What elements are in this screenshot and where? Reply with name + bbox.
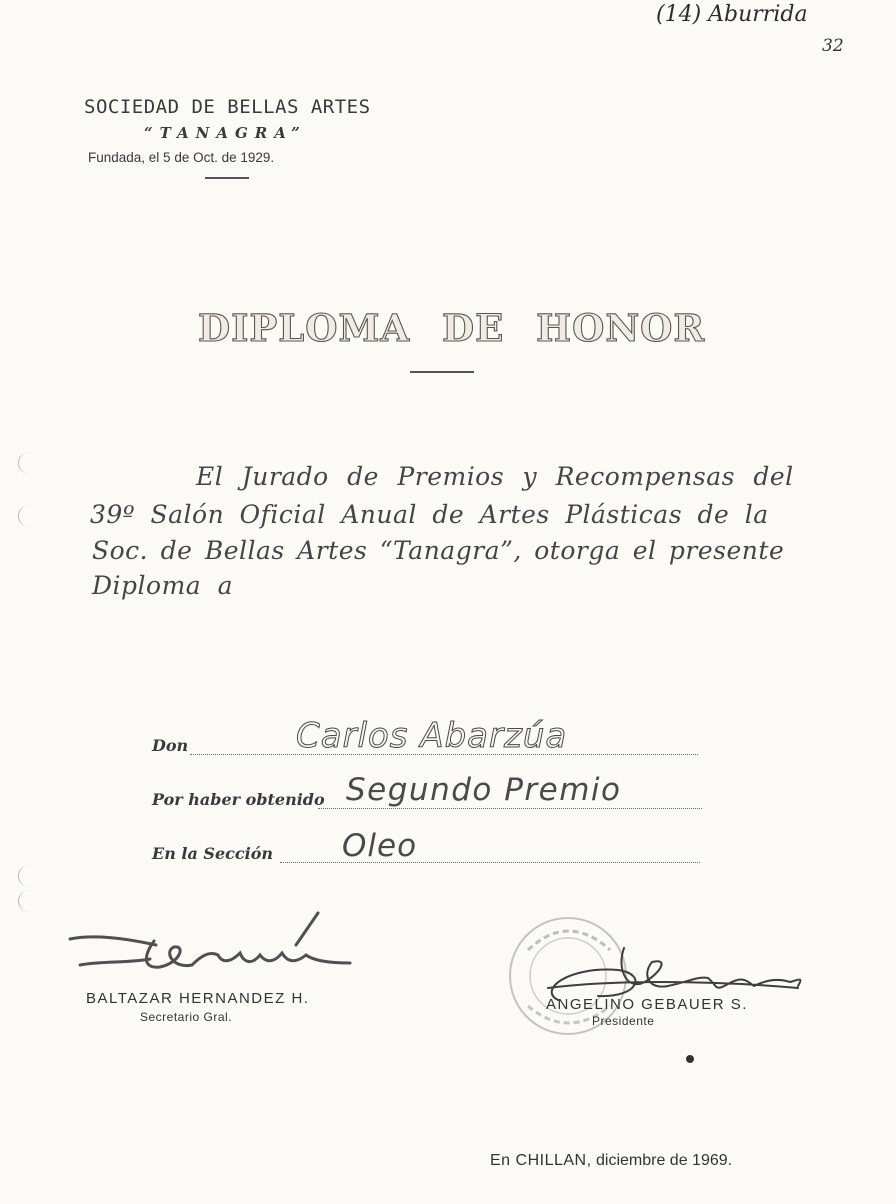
title-divider: [410, 371, 474, 373]
body-line-4: Diploma a: [92, 571, 234, 600]
don-label: Don: [152, 736, 189, 755]
premio-value: Segundo Premio: [346, 772, 622, 808]
left-signatory-role: Secretario Gral.: [140, 1010, 233, 1024]
body-line-1: El Jurado de Premios y Recompensas del: [196, 462, 794, 491]
founded-line: Fundada, el 5 de Oct. de 1929.: [88, 150, 275, 165]
don-value: Carlos Abarzúa: [296, 716, 568, 756]
premio-dotted-line: [318, 808, 702, 809]
date: diciembre de 1969.: [596, 1152, 733, 1169]
premio-label: Por haber obtenido: [152, 790, 325, 809]
society-heading: SOCIEDAD DE BELLAS ARTES: [84, 96, 371, 118]
body-line-3: Soc. de Bellas Artes “Tanagra”, otorga el presente: [92, 536, 785, 565]
diploma-title: DIPLOMA DE HONOR: [198, 306, 706, 350]
ink-dot: [686, 1055, 694, 1063]
left-signatory-name: BALTAZAR HERNANDEZ H.: [86, 990, 310, 1007]
handwritten-annotation: (14) Aburrida: [656, 2, 808, 27]
place: En CHILLAN,: [490, 1152, 592, 1169]
seccion-value: Oleo: [342, 828, 418, 864]
right-signatory-name: ANGELINO GEBAUER S.: [546, 996, 748, 1013]
place-date-line: [490, 1152, 732, 1170]
punch-hole-mark: [18, 890, 41, 912]
punch-hole-mark: [18, 452, 41, 474]
society-name: “TANAGRA”: [144, 124, 307, 142]
punch-hole-mark: [18, 505, 41, 527]
left-signature: [60, 905, 360, 985]
seccion-label: En la Sección: [152, 844, 274, 863]
header-divider: [205, 177, 249, 179]
right-signatory-role: Presidente: [592, 1014, 655, 1028]
page-number: 32: [822, 36, 844, 56]
punch-hole-mark: [18, 865, 41, 887]
body-line-2: 39º Salón Oficial Anual de Artes Plásticas de la: [90, 500, 769, 529]
